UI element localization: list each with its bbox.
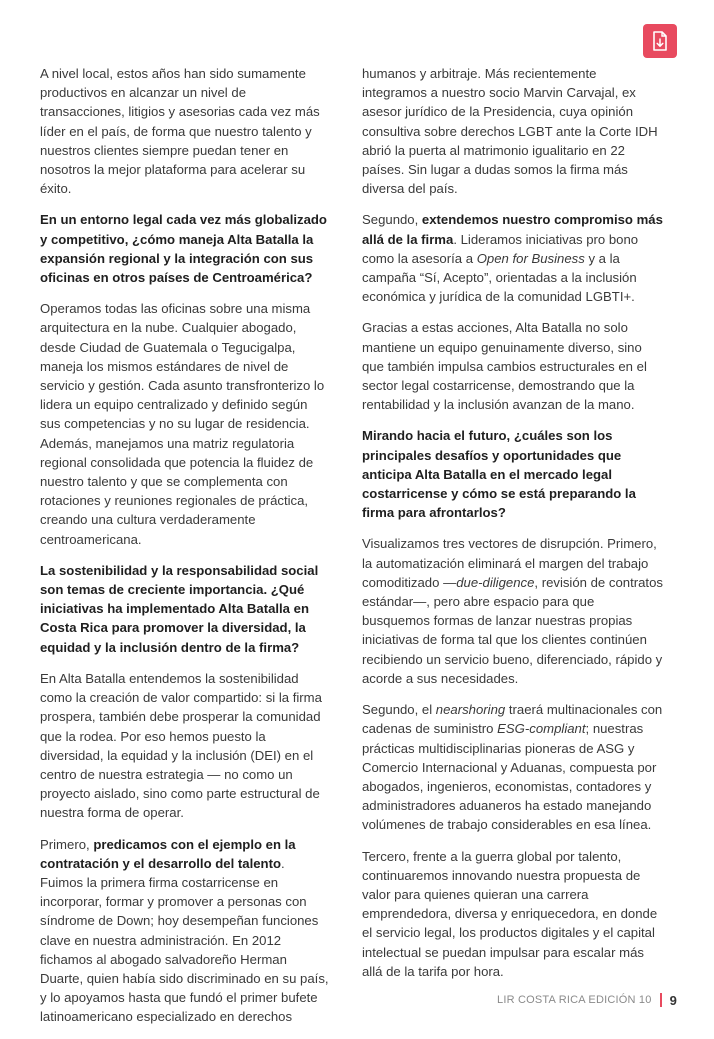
pdf-download-button[interactable]: [643, 24, 677, 58]
left-column: [40, 64, 330, 1039]
italic-run: ESG-compliant: [497, 721, 586, 737]
publication-label: LIR COSTA RICA EDICIÓN 10: [497, 994, 652, 1006]
text-run: , revisión de contratos estándar—, pero abre espacio para que busquemos formas de lanzar nuestras propias iniciativas de forma tal que los clientes continúen recibiendo un servicio bueno, diferenciado, rápido y acorde a sus necesidades.: [362, 574, 663, 686]
page-number: 9: [669, 992, 677, 1008]
text-run: ; nuestras prácticas multidisciplinarias pioneras de ASG y Comercio Internacional y Aduanas, compuesta por abogados, ingenieros, economistas, contadores y administradores aduaneros ha estado manejando volúmenes de trabajo considerables en esa línea.: [362, 721, 657, 833]
page-footer: [477, 990, 677, 1010]
paragraph: [40, 835, 330, 1027]
text-run: y a la campaña “Sí, Acepto”, orientadas a la inclusión económica y jurídica de la comunidad LGBTI+.: [362, 250, 637, 305]
bold-run: predicamos con el ejemplo en la contratación y el desarrollo del talento: [40, 836, 296, 871]
paragraph: A nivel local, estos años han sido sumamente productivos en alcanzar un nivel de transacciones, litigios y asesorias cada vez más líder en el país, de forma que nuestro talento y nuestros clientes siempre puedan tener en nosotros la mejor plataforma para acelerar su éxito.: [40, 66, 320, 197]
paragraph: En Alta Batalla entendemos la sostenibilidad como la creación de valor compartido: si la firma prospera, también debe prosperar la comunidad que la rodea. Por eso hemos puesto la diversidad, la equidad y la inclusión (DEI) en el centro de nuestra estrategia — no como un proyecto aislado, sino como parte estructural de nuestra forma de operar.: [40, 670, 322, 821]
text-run: . Fuimos la primera firma costarricense en incorporar, formar y promover a personas con síndrome de Down; hoy desempeñan funciones clave en nuestra administración. En 2012 fichamos al abogado salvadoreño Herman Duarte, quien había sido discriminado en su país, y lo apoyamos hasta que fundó el primer bufete latinoamericano especializado en derechos: [40, 855, 329, 1025]
text-run: Visualizamos tres vectores de disrupción. Primero, la automatización eliminará el margen del trabajo comoditizado —: [362, 536, 657, 590]
question-heading: Mirando hacia el futuro, ¿cuáles son los principales desafíos y oportunidades que anticipa Alta Batalla en el mercado legal costarricense y cómo se está preparando la firma para afrontarlos?: [362, 428, 636, 521]
text-run: Segundo,: [362, 212, 422, 228]
text-run: Primero,: [40, 836, 94, 852]
paragraph: [362, 700, 664, 834]
paragraph: Tercero, frente a la guerra global por talento, continuaremos innovando nuestra propuesta de valor para quienes quieran una carrera emprendedora, diversa y enriquecedora, en donde el servicio legal, los productos digitales y el capital intelectual se puedan impulsar para escalar más allá de la tarifa por hora.: [362, 848, 658, 979]
text-run: . Lideramos iniciativas pro bono como la asesoría a: [362, 231, 639, 266]
italic-run: Open for Business: [476, 250, 585, 266]
footer-divider: [660, 993, 662, 1007]
paragraph: [362, 210, 664, 306]
question-heading: En un entorno legal cada vez más globalizado y competitivo, ¿cómo maneja Alta Batalla la expansión regional y la integración con sus oficinas en otros países de Centroamérica?: [40, 212, 327, 286]
pdf-download-icon: [651, 31, 669, 51]
text-run: traerá multinacionales con cadenas de suministro: [362, 702, 663, 737]
bold-run: extendemos nuestro compromiso más allá de la firma: [362, 212, 663, 247]
italic-run: nearshoring: [435, 702, 506, 718]
paragraph: [362, 534, 664, 688]
paragraph: Operamos todas las oficinas sobre una misma arquitectura en la nube. Cualquier abogado, desde Ciudad de Guatemala o Tegucigalpa, maneja los mismos estándares de nivel de servicio y gestión. Cada asunto transfronterizo lo lidera un equipo centralizado y definido según sus competencias y no su lugar de residencia. Además, manejamos una matriz regulatoria regional consolidada que potencia la fluidez de nuestro talento y que se complementa con rotaciones y reuniones regionales de práctica, creando una cultura verdaderamente centroamericana.: [40, 301, 325, 547]
text-run: Segundo, el: [362, 702, 436, 718]
paragraph: Gracias a estas acciones, Alta Batalla no solo mantiene un equipo genuinamente diverso, sino que también impulsa cambios estructurales en el sector legal costarricense, demostrando que la rentabilidad y la inclusión avanzan de la mano.: [362, 320, 647, 413]
right-column: [362, 64, 664, 993]
question-heading: La sostenibilidad y la responsabilidad social son temas de creciente importancia. ¿Qué iniciativas ha implementado Alta Batalla en Costa Rica para promover la diversidad, la equidad y la inclusión dentro de la firma?: [40, 562, 319, 655]
paragraph: humanos y arbitraje. Más recientemente integramos a nuestro socio Marvin Carvajal, ex asesor jurídico de la Presidencia, cuya opinión consultiva sobre derechos LGBT ante la Corte IDH abrió la puerta al matrimonio igualitario en 22 países. Sin lugar a dudas somos la firma más diversa del país.: [362, 66, 658, 197]
italic-run: due-diligence: [456, 574, 535, 590]
